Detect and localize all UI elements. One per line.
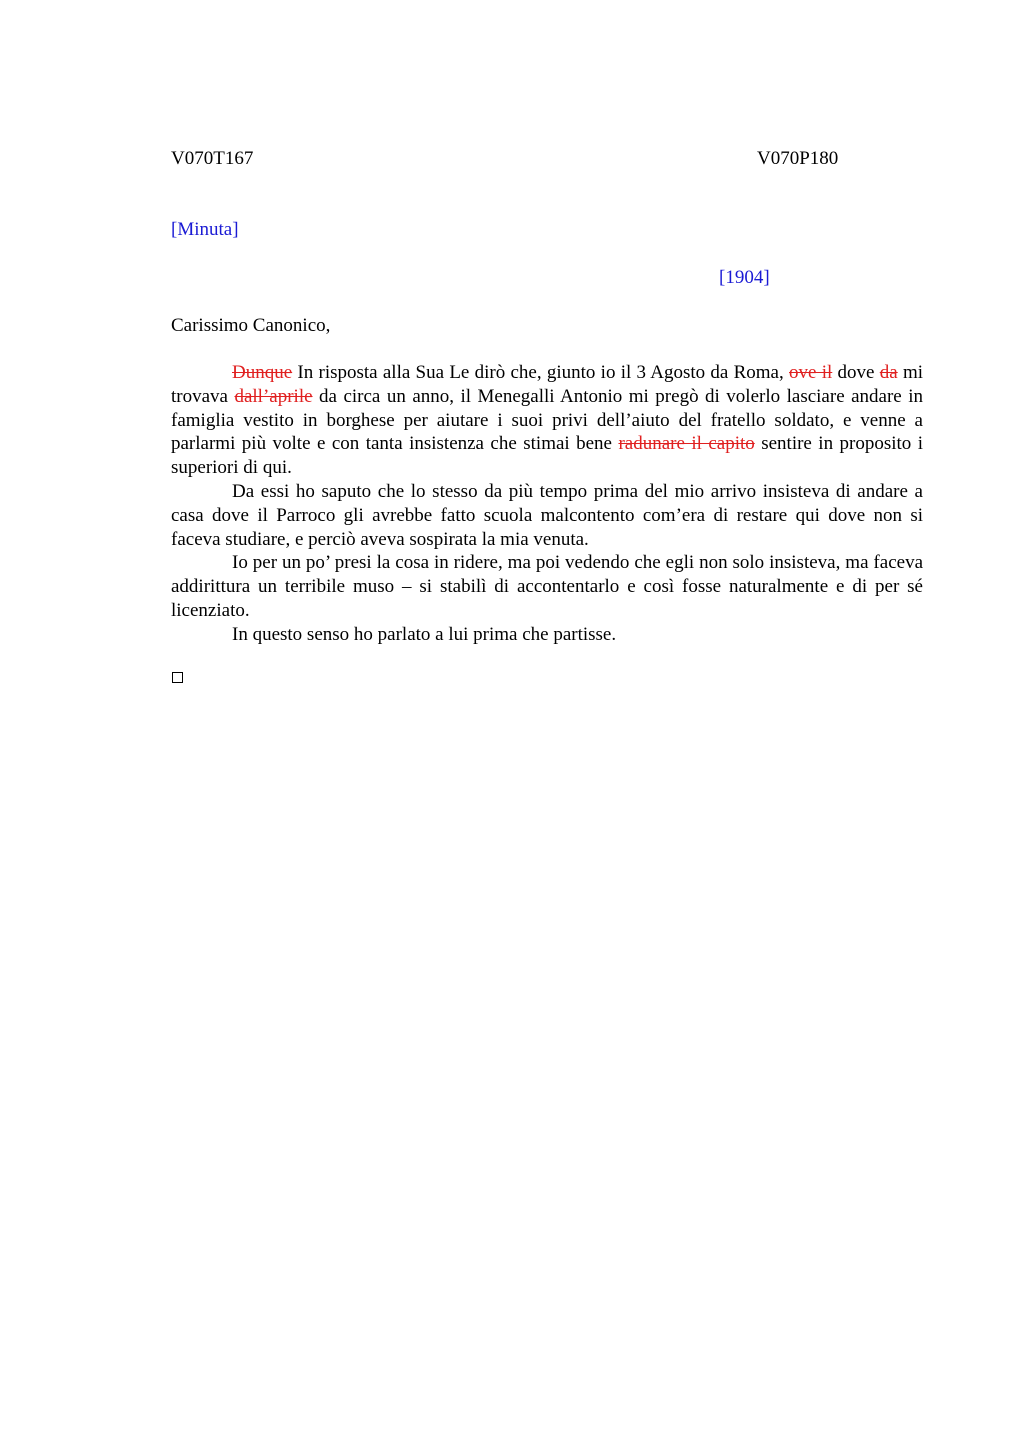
letter-salutation: Carissimo Canonico, [171, 315, 331, 336]
letter-body [171, 361, 923, 647]
paragraph-text: Io per un po’ presi la cosa in ridere, ma poi vedendo che egli non solo insisteva, ma faceva addirittura un terribile muso – si stabilì di accontentarlo e così fosse naturalmente e di per sé licenziato. [171, 552, 923, 621]
document-header [171, 146, 921, 172]
empty-square-icon [172, 672, 183, 683]
deleted-text: ove il [789, 362, 833, 383]
paragraph-text: In risposta alla Sua Le dirò che, giunto io il 3 Agosto da Roma, [292, 362, 790, 383]
paragraph-text: mi trovava [171, 362, 924, 407]
document-code-right: V070P180 [757, 148, 839, 169]
paragraph-1 [171, 361, 923, 480]
deleted-text: dall’aprile [234, 385, 313, 407]
paragraph-text: Da essi ho saputo che lo stesso da più tempo prima del mio arrivo insisteva di andare a casa dove il Parroco gli avrebbe fatto scuola malcontento com’era di restare qui dove non si faceva studiare, e perciò aveva sospirata la mia venuta. [171, 480, 923, 550]
paragraph-2 [171, 480, 923, 551]
deleted-text: Dunque [232, 362, 293, 383]
deleted-text: radunare il capito [618, 433, 755, 455]
editorial-note-minuta: [Minuta] [171, 219, 239, 240]
paragraph-text: dove [832, 362, 880, 383]
paragraph-text: sentire in proposito i superiori di qui. [171, 433, 924, 479]
paragraph-text: da circa un anno, il Menegalli Antonio mi pregò di volerlo lasciare andare in famiglia vestito in borghese per aiutare i suoi privi dell’aiuto del fratello soldato, e venne a parlarmi più volte e con tanta insistenza che stimai bene [171, 385, 923, 455]
editorial-date: [1904] [719, 267, 770, 288]
paragraph-4 [171, 623, 923, 647]
document-code-left: V070T167 [171, 148, 254, 169]
paragraph-text: In questo senso ho parlato a lui prima che partisse. [232, 623, 617, 645]
deleted-text: da [879, 362, 898, 383]
paragraph-3 [171, 551, 923, 622]
